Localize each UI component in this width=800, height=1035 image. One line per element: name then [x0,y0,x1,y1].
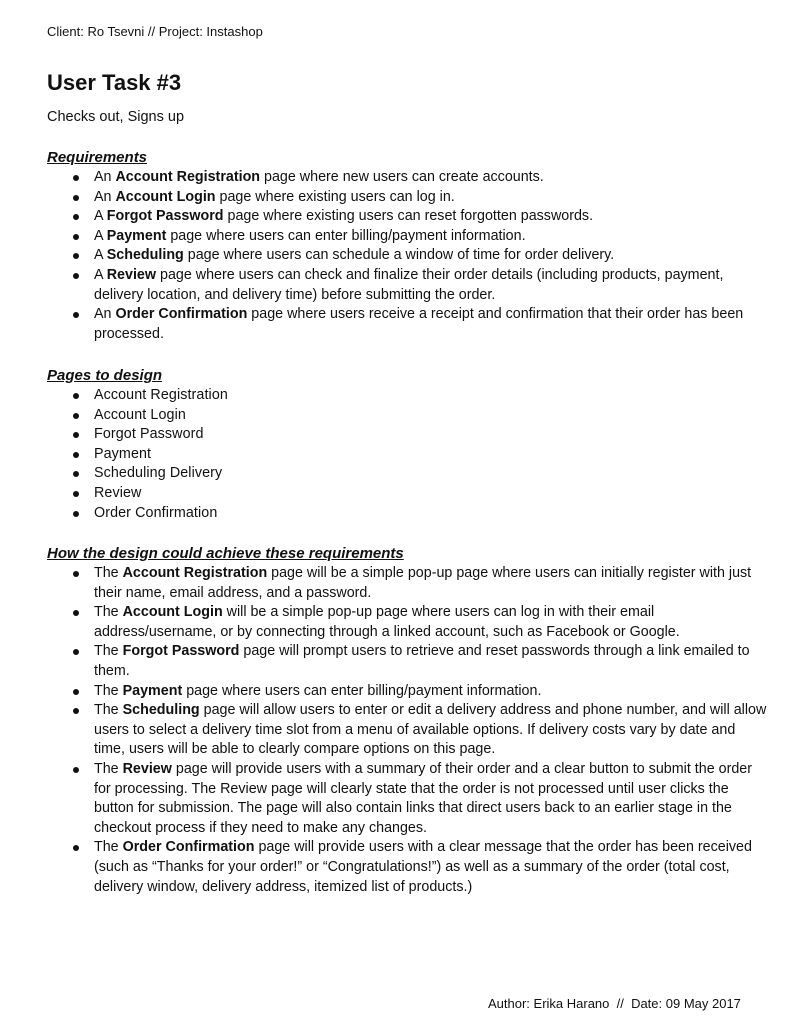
item-text: page where users receive a receipt and confirmation that their order has been processed. [94,306,744,342]
list-item [47,603,767,642]
item-text: page will provide users with a clear message that the order has been received (such as “Thanks for your order!” or “Congratulations!”) as well as a summary of the order (total cost, delivery window, delivery address, itemized list of products.) [94,839,752,895]
item-text: page will allow users to enter or edit a delivery address and phone number, and will allow users to select a delivery time slot from a menu of available options. If delivery costs vary by date and time, users will be able to clearly compare options on this page. [94,702,767,758]
item-text: A [94,227,107,244]
item-text: An [94,169,116,185]
item-bold: Review [122,760,172,777]
how-design-section [47,544,767,897]
list-item: Forgot Password [47,425,767,445]
item-bold: Payment [106,227,167,244]
item-bold: Account Login [115,188,216,205]
item-text: page where users can enter billing/payment information. [182,682,542,699]
list-item [47,207,767,227]
pages-list [47,386,767,523]
list-item [47,246,767,266]
item-text: page where users can check and finalize their order details (including products, payment, delivery location, and delivery time) before submitting the order. [94,266,724,303]
page-subtitle: Checks out, Signs up [47,109,185,125]
item-text: page will be a simple pop-up page where users can initially register with just their name, email address, and a password. [94,565,752,601]
author-date-footer: Author: Erika Harano // Date: 09 May 2017 [488,996,741,1011]
item-text: page where users can schedule a window of time for order delivery. [183,247,615,264]
requirements-section [47,148,767,344]
item-text: The [94,682,123,699]
list-item: Payment [47,445,767,465]
pages-to-design-heading: Pages to design [47,367,163,384]
list-item [47,682,767,702]
list-item: Order Confirmation [47,504,767,524]
item-bold: Order Confirmation [115,306,248,323]
item-bold: Review [106,266,157,283]
pages-to-design-section [47,366,767,523]
item-bold: Forgot Password [122,643,240,660]
item-bold: Account Registration [115,169,261,185]
item-bold: Account Login [122,604,223,621]
requirements-list [47,168,767,344]
item-bold: Forgot Password [106,208,224,225]
item-text: The [94,565,123,581]
list-item [47,838,767,897]
requirements-heading: Requirements [47,149,148,166]
page-title: User Task #3 [47,70,182,95]
item-text: page will provide users with a summary of their order and a clear button to submit the order for processing. The Review page will clearly state that the order is not processed until user clicks the button for submission. The page will also contain links that direct users back to an earlier stage in the checkout process if they need to make any changes. [94,760,752,836]
list-item: Account Registration [47,386,767,406]
item-text: A [94,208,107,225]
list-item: Account Login [47,406,767,426]
item-text: page where new users can create accounts. [260,169,544,185]
item-text: page will prompt users to retrieve and reset passwords through a link emailed to them. [94,643,750,679]
how-design-list [47,564,767,897]
list-item [47,701,767,760]
list-item [47,266,767,305]
item-bold: Order Confirmation [122,839,255,856]
list-item [47,168,767,188]
list-item [47,305,767,344]
item-text: page where users can enter billing/payment information. [166,227,526,244]
item-bold: Scheduling [106,247,184,264]
item-text: will be a simple pop-up page where users can log in with their email address/username, or by connecting through a linked account, such as Facebook or Google. [94,604,680,640]
item-bold: Account Registration [122,565,268,581]
item-text: page where existing users can log in. [215,188,455,205]
list-item [47,188,767,208]
item-text: The [94,839,123,856]
item-bold: Payment [122,682,183,699]
client-project-meta: Client: Ro Tsevni // Project: Instashop [47,24,263,39]
list-item [47,227,767,247]
list-item [47,564,767,603]
how-design-heading: How the design could achieve these requirements [47,545,404,562]
list-item: Review [47,484,767,504]
list-item [47,642,767,681]
item-text: A [94,266,107,283]
list-item [47,760,767,838]
item-text: The [94,643,123,660]
list-item: Scheduling Delivery [47,464,767,484]
item-text: page where existing users can reset forgotten passwords. [223,208,594,225]
item-text: The [94,702,123,719]
item-text: An [94,306,116,323]
item-text: A [94,247,107,264]
item-text: The [94,760,123,777]
item-bold: Scheduling [122,702,200,719]
item-text: The [94,604,123,621]
item-text: An [94,188,116,205]
